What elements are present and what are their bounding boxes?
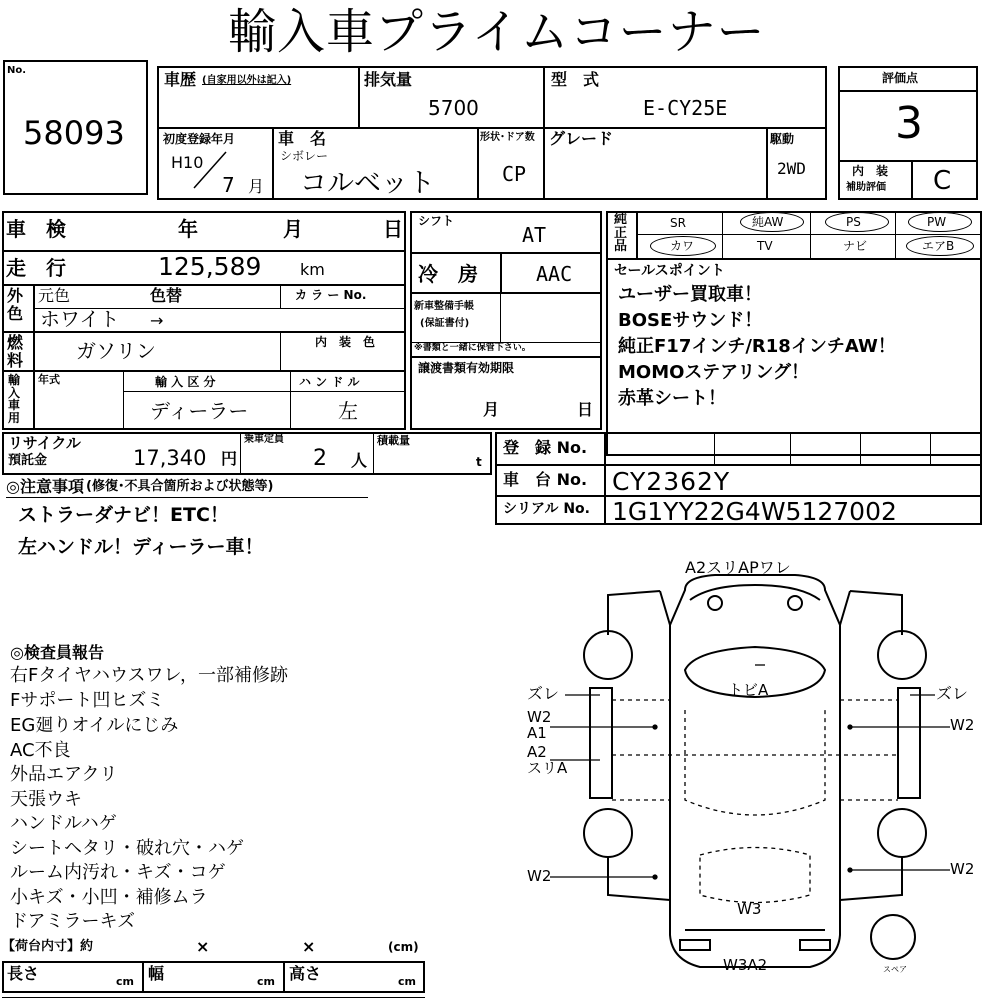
report-line-6: 天張ウキ [10,789,82,810]
import-year-label: 年式 [38,373,60,386]
capacity-value: 2 [313,446,327,471]
report-line-11: ドアミラーキズ [10,911,136,932]
history-label: 車歴 [164,70,197,89]
chassis-value: CY2362Y [612,467,731,496]
drive-value: 2WD [777,159,806,178]
serial-value: 1G1YY22G4W5127002 [612,497,897,526]
maintenance-label-1: 新車整備手帳 [414,301,474,312]
diag-left-zure: ズレ [527,684,560,703]
serial-label: シリアル No. [503,501,590,517]
handle-label: ハ ン ド ル [299,375,360,389]
cargo-x2: × [302,937,316,956]
note-line-2: 左ハンドル！ディーラー車！ [18,536,264,558]
interior-score: C [933,166,952,196]
transfer-month: 月 [483,400,500,419]
equip-leather: カワ [670,239,695,253]
recycle-label-2: 預託金 [8,453,48,468]
import-type-value: ディーラー [150,399,249,423]
report-line-9: ルーム内汚れ・キズ・コゲ [10,862,226,883]
diag-top-label: A2スリAPワレ [685,558,791,577]
diag-right-rear-w2: W2 [950,860,975,878]
capacity-label: 乗車定員 [244,434,284,445]
import-side-label: 輸入車用 [8,373,21,425]
note-line-1: ストラーダナビ！ETC！ [18,504,229,526]
orig-color-label: 元色 [38,286,71,305]
cargo-length-unit: cm [116,975,134,988]
equip-sr: SR [670,216,686,230]
cargo-label: 【荷台内寸】約 [2,939,94,954]
cargo-height-label: 高さ [289,964,322,983]
load-unit: t [476,455,482,469]
ac-label: 冷 房 [418,262,478,286]
recycle-value: 17,340 [133,446,207,470]
equipment-side-label: 純正品 [614,212,628,255]
report-line-1: 右Fタイヤハウスワレ，一部補修跡 [10,665,289,686]
cargo-width-unit: cm [257,975,275,988]
report-line-7: ハンドルハゲ [10,813,117,834]
cargo-dimension-row [2,961,425,993]
page-title: 輸入車プライムコーナー [228,4,766,60]
mileage-unit: km [300,260,325,279]
first-reg-year: H10 [171,153,204,172]
diag-left-a2-sub: スリA [527,759,568,777]
transfer-label: 譲渡書類有効期限 [418,361,515,375]
handle-value: 左 [338,399,358,423]
interior-label-1: 内 装 [852,164,889,178]
car-name-label: 車 名 [278,129,327,148]
diag-left-w2: W2 [527,708,552,726]
fuel-value: ガソリン [76,339,156,363]
score-label: 評価点 [882,71,919,85]
shift-value: AT [522,223,547,247]
cargo-width-label: 幅 [148,964,165,983]
first-reg-month: 7 [222,173,235,197]
maintenance-note: ※書類と一緒に保管下さい。 [414,343,531,353]
model-label: 型 式 [551,70,600,89]
sales-point-5: 赤革シート！ [618,388,726,409]
sales-point-3: 純正F17インチ/R18インチAW！ [618,336,896,357]
sales-label: セールスポイント [614,263,725,279]
maker-name: シボレー [280,149,329,163]
cargo-x1: × [196,937,210,956]
stock-number: 58093 [23,114,125,152]
recycle-unit: 円 [221,449,238,468]
report-line-8: シートヘタリ・破れ穴・ハゲ [10,838,244,859]
displacement-value: 5700 [428,96,479,120]
displacement-label: 排気量 [364,70,413,89]
inspection-day: 日 [383,217,403,241]
report-label: ◎検査員報告 [10,643,104,662]
car-name: コルベット [300,168,435,199]
maintenance-label-2: (保証書付) [420,318,470,329]
report-line-5: 外品エアクリ [10,764,118,785]
diag-front-hood-label: トビA [728,681,769,699]
cargo-length-label: 長さ [7,964,40,983]
model-value: E-CY25E [643,96,728,120]
load-label: 積載量 [377,434,410,447]
reg-no-label: 登 録 No. [503,438,588,457]
capacity-unit: 人 [351,451,368,470]
orig-color-value: ホワイト [40,307,120,331]
equip-navi: ナビ [843,239,868,253]
color-code-label: カ ラ ー No. [295,288,367,302]
equip-pw: PW [927,215,947,229]
interior-label-2: 補助評価 [846,182,886,193]
interior-color-label: 内 装 色 [315,335,376,349]
diag-spare-label: スペア [883,965,907,974]
inspection-year: 年 [178,217,198,241]
cargo-height-unit: cm [398,975,416,988]
color-side-label: 外 色 [7,286,24,323]
equip-tv: TV [757,239,773,253]
equip-ps: PS [846,215,861,229]
first-reg-month-unit: 月 [248,177,265,196]
diag-left-rear-w2: W2 [527,867,552,885]
grade-label: グレード [549,129,614,148]
shape-value: CP [502,162,527,186]
diag-rear-w3: W3 [737,900,762,918]
car-damage-diagram [520,555,990,985]
first-reg-label: 初度登録年月 [163,132,236,146]
shift-label: シフト [418,214,455,228]
report-line-10: 小キズ・小凹・補修ムラ [10,887,208,908]
ac-value: AAC [536,262,573,286]
recycle-label-1: リサイクル [8,434,81,452]
sales-point-2: BOSEサウンド！ [618,310,763,331]
sales-point-4: MOMOステアリング！ [618,362,809,383]
equip-alloy-wheel: 純AW [752,215,784,229]
history-note: (自家用以外は記入) [202,75,292,86]
score-value: 3 [895,98,923,149]
inspection-month: 月 [283,217,303,241]
diag-bottom-label: W3A2 [723,956,768,974]
diag-right-zure: ズレ [936,684,969,703]
drive-label: 駆動 [770,132,795,146]
diag-left-a1: A1 [527,724,547,742]
shape-label: 形状･ドア数 [480,132,535,143]
fuel-side-label: 燃 料 [7,333,24,370]
diag-right-w2: W2 [950,716,975,734]
sales-point-1: ユーザー買取車！ [618,284,762,305]
import-type-label: 輸 入 区 分 [155,375,216,389]
mileage-label: 走 行 [6,256,66,280]
notes-label-note: (修復･不具合箇所および状態等) [86,479,274,494]
no-label: No. [7,65,27,76]
equip-airbag: エアB [922,239,955,253]
report-line-3: EG廻りオイルにじみ [10,715,179,736]
chassis-label: 車 台 No. [503,470,588,489]
color-change-label: 色替 [150,286,183,305]
inspection-label: 車 検 [6,217,66,241]
cargo-unit: (cm) [388,940,419,954]
report-line-2: Fサポート凹ヒズミ [10,690,165,711]
notes-label: ◎注意事項 [6,477,84,496]
report-line-4: AC不良 [10,740,71,761]
diag-left-a2: A2 [527,743,547,761]
mileage-value: 125,589 [158,252,262,281]
color-change-arrow: → [150,311,164,330]
transfer-day: 日 [577,400,594,419]
